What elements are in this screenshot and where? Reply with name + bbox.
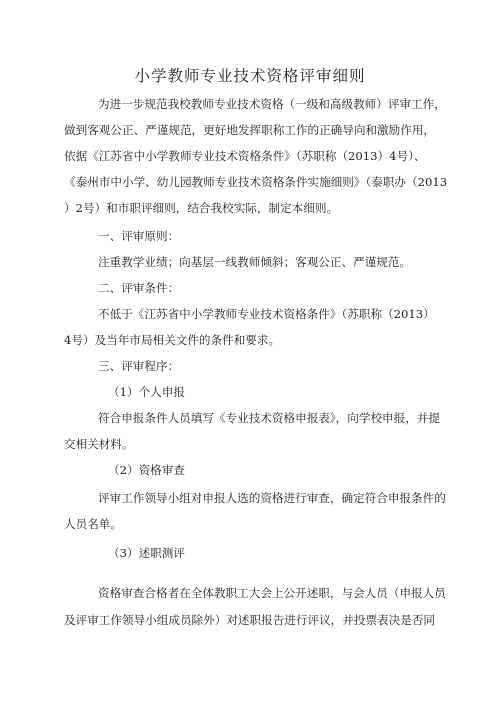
subsection-heading: （1）个人申报	[108, 385, 185, 399]
document-title: 小学教师专业技术资格评审细则	[134, 67, 366, 85]
paragraph-line: 资格审查合格者在全体教职工大会上公开述职，与会人员（申报人员	[98, 586, 446, 600]
paragraph-line: 及评审工作领导小组成员除外）对述职报告进行评议，并投票表决是否同	[64, 613, 436, 627]
paragraph-line: 《泰州市中小学、幼儿园教师专业技术资格条件实施细则》（泰职办（2013	[64, 175, 448, 189]
section-heading: 二、评审条件：	[98, 281, 180, 295]
subsection-heading: （2）资格审查	[108, 463, 185, 477]
paragraph-line: 符合申报条件人员填写《专业技术资格申报表》，向学校申报，并提	[98, 411, 441, 425]
paragraph-line: 为进一步规范我校教师专业技术资格（一级和高级教师）评审工作，	[98, 97, 446, 111]
paragraph-line: 交相关材料。	[64, 437, 134, 451]
paragraph-line: ）2号）和市职评细则，结合我校实际，制定本细则。	[64, 201, 339, 215]
paragraph-line: 人员名单。	[64, 517, 122, 531]
paragraph-line: 评审工作领导小组对申报人选的资格进行审查，确定符合申报条件的	[98, 491, 446, 505]
paragraph-line: 做到客观公正、严谨规范，更好地发挥职称工作的正确导向和激励作用，	[64, 123, 436, 137]
subsection-heading: （3）述职测评	[108, 546, 185, 560]
paragraph-line: 注重教学业绩；向基层一线教师倾斜；客观公正、严谨规范。	[98, 255, 412, 269]
section-heading: 一、评审原则：	[98, 229, 180, 243]
paragraph-line: 不低于《江苏省中小学教师专业技术资格条件》（苏职称（2013）	[98, 307, 435, 321]
paragraph-line: 依据《江苏省中小学教师专业技术资格条件》（苏职称（2013）4号）、	[64, 149, 426, 163]
paragraph-line: 4号）及当年市局相关文件的条件和要求。	[64, 333, 281, 347]
section-heading: 三、评审程序：	[98, 359, 180, 373]
